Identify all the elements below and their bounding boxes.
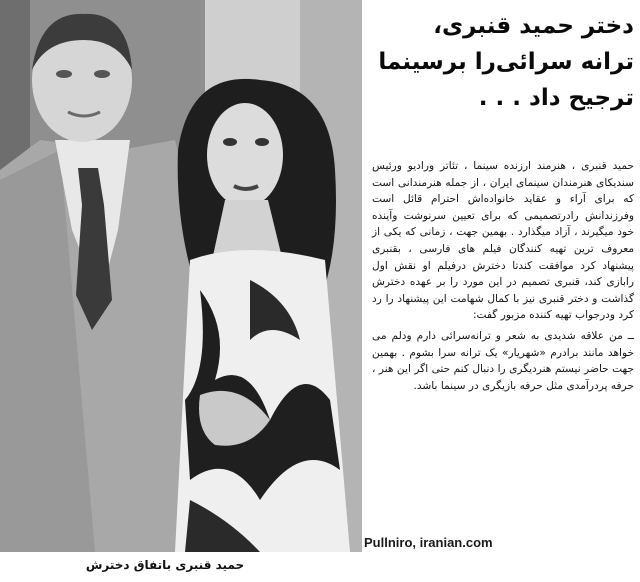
watermark: Pullniro, iranian.com bbox=[364, 535, 493, 550]
photo-caption: حمید قنبری باتفاق دخترش bbox=[85, 558, 245, 572]
article-paragraph-2: ــ من علاقه شدیدی به شعر و ترانه‌سرائی دارم ودلم می خواهد مانند برادرم «شهریار» یک ترانه سرا بشوم . بهمین جهت حاضر نیستم هنردیگری را دنبال کنم حتی اگر این هنر ، حرفه پردرآمدی مثل حرفه بازیگری در سینما باشد. bbox=[372, 329, 634, 392]
article-headline: دختر حمید قنبری، ترانه سرائی‌را برسینما ترجیح داد . . . bbox=[378, 13, 634, 111]
article-body bbox=[372, 158, 634, 398]
article-paragraph-1: حمید قنبری ، هنرمند ارزنده سینما ، تئاتر ورادیو ورئیس سندیکای هنرمندان سینمای ایران ، از جمله هنرمندانی است که برای آراء و عقاید خانواده‌اش احترام قائل است وفرزندانش رادرتصمیمی که برای تعیین سرنوشت وآینده خود میگیرند ، آزاد میگذارد . بهمین جهت ، زمانی که یکی از معروف ترین تهیه کنندگان فیلم های فارسی ، بقنبری پیشنهاد کرد موافقت کندتا دخترش درفیلم او نقش اول رابازی کند، قنبری تصمیم در این مورد را بر عهده دخترش گذاشت و دختر قنبری نیز با کمال شهامت این پیشنهاد را رد کرد ودرجواب تهیه کننده مزبور گفت: bbox=[372, 160, 634, 322]
